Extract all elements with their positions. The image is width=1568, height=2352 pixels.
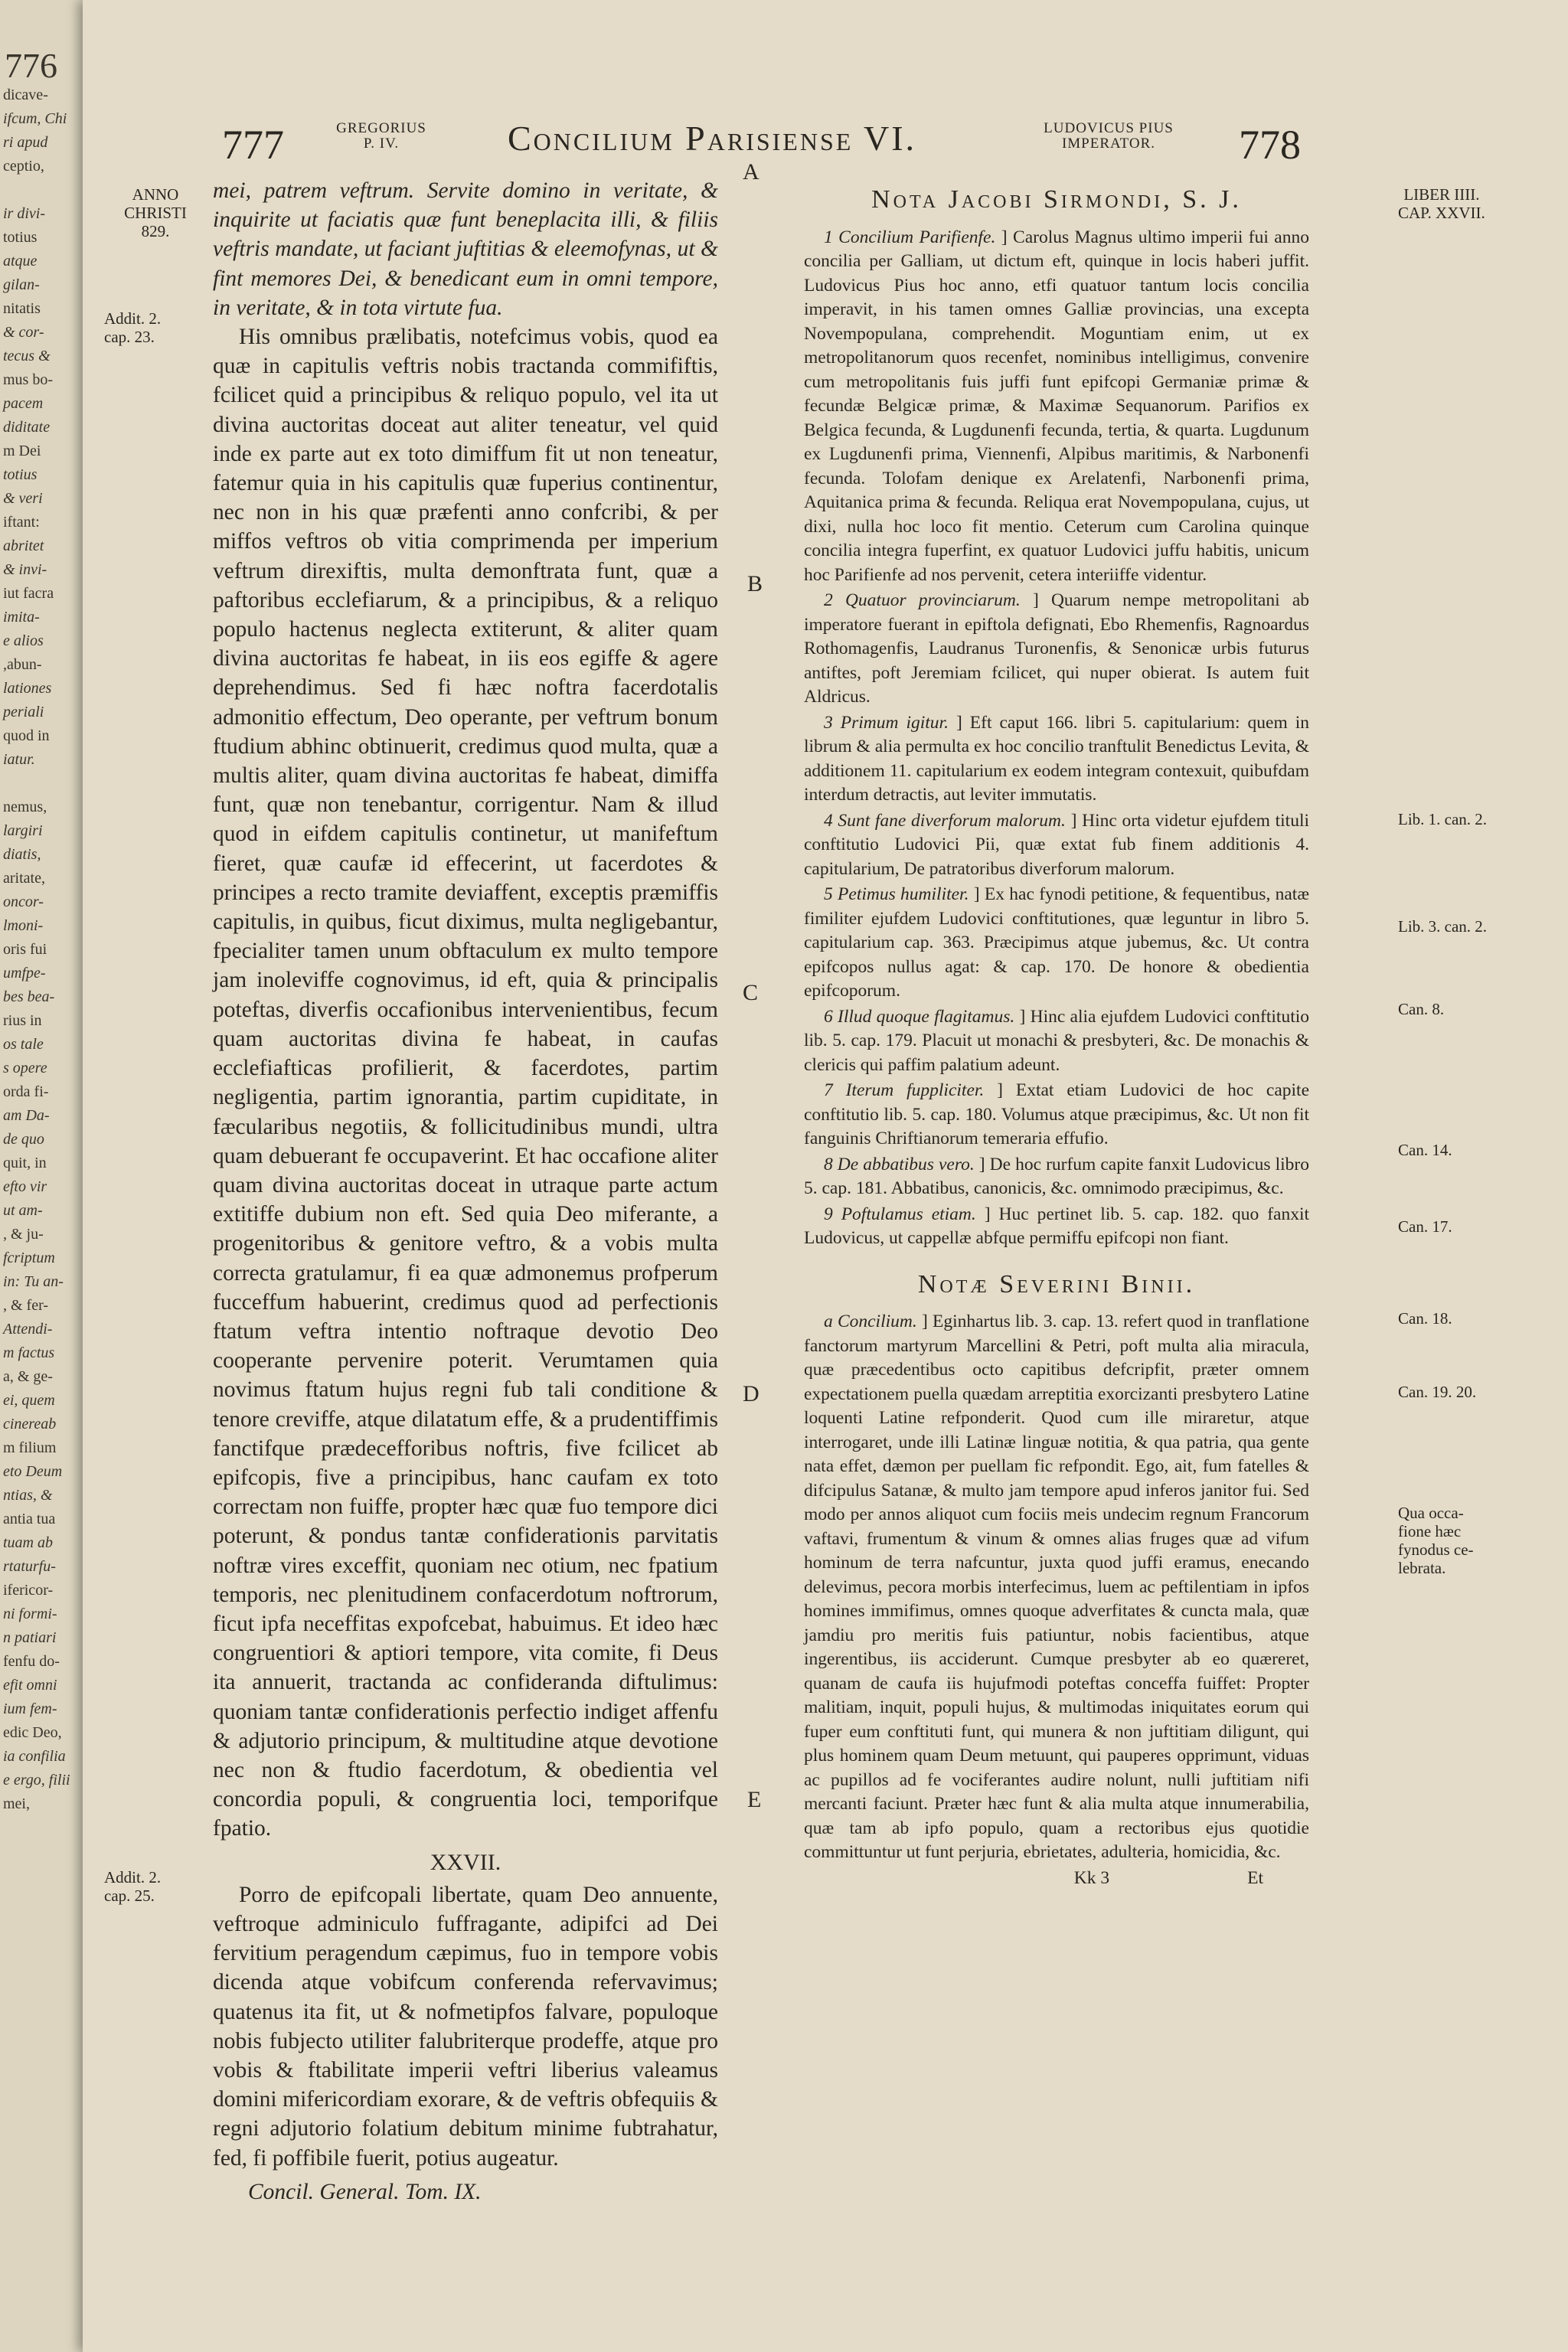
note-1-text: ] Carolus Magnus ultimo imperii fui anno concilia per Galliam, ut dictum eft, quinque in locis haberi juffit. Ludovicus Pius hoc anno, etfi quatuor tantum locis concilia imperavit, in his tamen omnes Galliæ provincias, una excepta Novempopulana, comprehendit. Moguntiam enim, ut ex metropolitanorum quos recenfet, nominibus intelligimus, convenire cum metropolitanis fuis juffi funt epifcopi Germaniæ primæ & fecundæ Belgicæ primæ, & Maximæ Sequanorum. Parifios ex Belgica fecunda, & Lugdunenfi fecunda, tertia, & quarta. Lugdunum ex Lugdunenfi prima, Viennenfi, Alpibus maritimis, & Narbonenfi fecunda. Tolofam denique ex Arelatenfi, Narbonenfi prima, Aquitanica prima & fecunda. Reliqua erat Novempopulana, cujus, ut dixi, nulla hoc loco fit mentio. Ceterum cum Carolina quinque concilia integra fuperfint, ex quatuor Ludovici juffu habitis, unicum hoc Parifienfe ad nos pervenit, cetera interiiffe videntur. (804, 227, 1309, 585)
facing-page-fragment: dicave- (3, 87, 48, 103)
facing-page-fragment: rius in (3, 1012, 42, 1029)
notes-heading-sirmondi: Nota Jacobi Sirmondi, S. J. (871, 185, 1242, 214)
margin-ref-4: Can. 14. (1398, 1141, 1452, 1159)
note-a-text: ] Eginhartus lib. 3. cap. 13. refert quod in tranflatione fanctorum martyrum Marcellini & Petri, poft multa alia miracula, quæ præcedentibus octo capitibus defcripfit, præter omnem expectationem puella quædam arreptitia exorcizanti presbytero Latine loquenti Latine refponderit. Quod cum ille miraretur, atque interrogaret, unde illi Latinæ linguæ notitia, & qua patria, qua gente nata effet, dæmon per puellam fic refpondit. Ego, ait, fum fatelles & difcipulus Satanæ, & multo jam tempore apud inferos janitor fui. Sed modo per annos aliquot cum fociis meis undecim regnum Francorum vaftavi, frumentum & vinum & omnes alias fruges quæ ad vifum hominum de terra nafcuntur, juxta quod juffi eramus, enecando delevimus, pecora morbis interfecimus, luem ac peftilentiam in ipfos homines immifimus, omnes quoque adverfitates & cuncta mala, quæ jamdiu pro meritis fuis patiuntur, nobis facientibus, atque ingerentibus, iis acciderunt. Cumque presbyter ab eo quæreret, quanam de caufa iis hujufmodi poteftas conceffa fuiffet: Propter malitiam, inquit, populi hujus, & multimodas iniquitates eorum qui fuper eum conftituti funt, qui munera & non juftitiam diligunt, qui plus hominem quam Deum metuunt, qui pauperes opprimunt, viduas ac pupillos ad fe vociferantes audire nolunt, nulli juftitiam nifi mercanti faciunt. Præter hæc funt & alia multa atque innumerabilia, quæ tam ab ipfo populo, quam a rectoribus ejus quotidie committuntur ut funt perjuria, ebrietates, adulteria, homicidia, &c. (804, 1312, 1310, 1862)
facing-page-fragment: a, & ge- (3, 1368, 53, 1385)
margin-addit-note-2 (104, 1868, 161, 1905)
facing-page-fragment: antia tua (3, 1511, 56, 1527)
facing-page-fragment: ut am- (3, 1202, 43, 1219)
facing-page-fragment: quod in (3, 727, 50, 744)
note-a (804, 1310, 1309, 1865)
facing-page-fragment: tuam ab (3, 1534, 53, 1551)
section-marker-e: E (747, 1787, 762, 1812)
note-5-lemma: 5 Petimus humiliter. (824, 884, 969, 904)
facing-page-fragment: , & ju- (3, 1226, 44, 1243)
facing-page-fragment: am Da- (3, 1107, 50, 1124)
facing-page-fragment: abritet (3, 537, 44, 554)
catchword: Et (1247, 1867, 1263, 1888)
facing-page-fragment: eto Deum (3, 1463, 63, 1480)
facing-page-fragment: & invi- (3, 561, 47, 578)
main-paragraph-2: Porro de epifcopali libertate, quam Deo annuente, veftroque adminiculo fuffragante, adipifci ad Dei fervitium peragendum cæpimus, fuo in tempore vobis dicenda atque vobifcum conferenda refervavimus; quatenus ita fit, ut & nofmetipfos falvare, populoque nobis fubjecto utiliter falubriterque prodeffe, atque pro vobis & ftabilitate imperii veftri liberius valeamus domini mifericordiam exorare, & de veftris obfequiis & regni adjutorio folatium debitum minime fubtrahatur, fed, fi poffibile fuerit, potius augeatur. (213, 1882, 718, 2171)
note-5-text: ] Ex hac fynodi petitione, & fequentibus, natæ fimiliter ejufdem Ludovici conftitutiones, quæ leguntur in libro 5. capitularium cap. 363. Præcipimus atque jubemus, &c. Ut contra epifcopos nullus agat: & cap. 170. De honore & obedientia epifcoporum. (804, 884, 1309, 1001)
facing-page-fragment: lationes (3, 680, 52, 697)
note-7-text: ] Extat etiam Ludovici de hoc capite conftitutio lib. 5. cap. 180. Volumus atque præcipimus, &c. Ut non fit fanguinis Chriftianorum temeraria effufio. (804, 1080, 1310, 1148)
occasion-line4: lebrata. (1398, 1559, 1446, 1577)
facing-page-fragment: rtaturfu- (3, 1558, 56, 1575)
anno-line2: CHRISTI (124, 204, 187, 222)
facing-page-fragment: edic Deo, (3, 1724, 62, 1741)
section-marker-a: A (743, 159, 760, 185)
facing-page-fragment: diatis, (3, 846, 41, 863)
book-page (83, 0, 1568, 2352)
facing-page-fragment: , & fer- (3, 1297, 49, 1314)
facing-page-fragment: m filium (3, 1439, 57, 1456)
signature-mark: Kk 3 (1073, 1867, 1110, 1888)
facing-page-fragment: totius (3, 229, 38, 246)
margin-addit-note-1 (104, 309, 161, 346)
note-2 (804, 589, 1309, 710)
volume-footer: Concil. General. Tom. IX. (248, 2179, 482, 2204)
section-marker-d: D (743, 1381, 760, 1406)
facing-page-fragment: ir divi- (3, 205, 45, 222)
facing-page-fragment: orda fi- (3, 1083, 49, 1100)
note-1 (804, 226, 1309, 588)
cap-line: CAP. XXVII. (1398, 204, 1485, 222)
main-text-column (213, 176, 718, 2207)
facing-page-fragment: iftant: (3, 514, 40, 531)
facing-page-fragment: ntias, & (3, 1487, 53, 1504)
liber-line: LIBER IIII. (1403, 185, 1480, 204)
header-emperor-tag (1032, 121, 1185, 152)
facing-page-fragment: fcriptum (3, 1250, 55, 1266)
facing-page-fragment: ,abun- (3, 656, 42, 673)
occasion-line1: Qua occa- (1398, 1504, 1464, 1522)
page-number-left: 777 (222, 122, 284, 168)
facing-page-fragment: bes bea- (3, 988, 55, 1005)
note-4-lemma: 4 Sunt fane diverforum malorum. (824, 810, 1066, 831)
note-9 (804, 1203, 1309, 1251)
facing-page-fragment: ium fem- (3, 1700, 57, 1717)
facing-page-fragment: quit, in (3, 1155, 47, 1171)
facing-page-fragment: nitatis (3, 300, 41, 317)
note-6-lemma: 6 Illud quoque flagitamus. (824, 1006, 1015, 1027)
facing-page-fragment: oris fui (3, 941, 47, 958)
notes-heading-binii: Notæ Severini Binii. (917, 1269, 1196, 1298)
facing-page-fragment: in: Tu an- (3, 1273, 64, 1290)
facing-page-fragment: ceptio, (3, 158, 44, 175)
note-9-text: ] Huc pertinet lib. 5. cap. 182. quo fanxit Ludovicus, ut cappellæ abfque permiffu epifcopi non fiant. (804, 1204, 1310, 1248)
facing-page-fragment: e ergo, filii (3, 1772, 70, 1788)
facing-page-fragment: efto vir (3, 1178, 47, 1195)
facing-page-fragments (0, 83, 84, 1816)
occasion-line2: fione hæc (1398, 1522, 1462, 1540)
page-title: Concilium Parisiense VI. (508, 119, 917, 158)
facing-page-fragment: aritate, (3, 870, 45, 887)
facing-page-fragment: gilan- (3, 276, 40, 293)
margin-ref-5: Can. 17. (1398, 1217, 1452, 1236)
facing-page-fragment: pacem (3, 395, 44, 412)
facing-page-fragment: & cor- (3, 324, 44, 341)
facing-page-fragment: mei, (3, 1795, 30, 1812)
note-2-text: ] Quarum nempe metropolitani ab imperatore fuerant in epiftola defignati, Ebo Rhemenfis, Ragnoardus Rothomagenfis, Laudranus Turonenfis, & Senonicæ urbis futurus antiftes, poft Jeremiam fcilicet, qui nuper obierat. Is autem fuit Aldricus. (804, 590, 1309, 707)
occasion-line3: fynodus ce- (1398, 1540, 1474, 1559)
note-7 (804, 1079, 1309, 1152)
note-6-text: ] Hinc alia ejufdem Ludovici conftitutio lib. 5. cap. 179. Placuit ut monachi & presbyteri, &c. De monachis & clericis qui paffim palatium adeunt. (804, 1006, 1310, 1075)
margin-ref-1: Lib. 1. can. 2. (1398, 810, 1488, 828)
notes-column (804, 185, 1310, 1890)
note-9-lemma: 9 Poftulamus etiam. (824, 1204, 976, 1224)
margin-ref-2: Lib. 3. can. 2. (1398, 917, 1488, 936)
note-3-text: ] Eft caput 166. libri 5. capitularium: quem in librum & alia permulta ex hoc concilio tranftulit Benedictus Levita, & additionem 11. capitularium ex eodem integram contexuit, quibufdam interdum detractis, aut leviter immutatis. (804, 712, 1310, 805)
anno-year: 829. (141, 222, 170, 240)
facing-page-fragment: periali (3, 704, 44, 720)
facing-page-fragment: atque (3, 253, 38, 270)
facing-page-fragment: ifericor- (3, 1582, 54, 1599)
facing-page-fragment: n patiari (3, 1629, 57, 1646)
facing-page-fragment: ia confilia (3, 1748, 66, 1765)
running-header (83, 115, 1568, 176)
facing-page-fragment: iut facra (3, 585, 54, 602)
note-8-text: ] De hoc rurfum capite fanxit Ludovicus libro 5. cap. 181. Abbatibus, canonicis, &c. omnimodo præcipimus, &c. (804, 1154, 1310, 1198)
facing-page-fragment: os tale (3, 1036, 44, 1053)
note-3-lemma: 3 Primum igitur. (824, 712, 949, 733)
facing-page-fragment (0, 178, 84, 202)
facing-page-fragment: ifcum, Chi (3, 110, 67, 127)
facing-page-fragment: e alios (3, 632, 44, 649)
facing-page-fragment: m factus (3, 1344, 55, 1361)
facing-page-fragment: ni formi- (3, 1606, 57, 1622)
addit1-line2: cap. 23. (104, 328, 155, 346)
margin-ref-6: Can. 18. (1398, 1309, 1452, 1328)
note-5 (804, 883, 1309, 1004)
margin-ref-7: Can. 19. 20. (1398, 1383, 1477, 1401)
facing-page-fragment: iatur. (3, 751, 35, 768)
addit2-line1: Addit. 2. (104, 1868, 162, 1886)
page-bottom-line (804, 1867, 1309, 1891)
note-7-lemma: 7 Iterum fuppliciter. (824, 1080, 985, 1100)
note-4-text: ] Hinc orta videtur ejufdem tituli conftitutio Ludovici Pii, quæ extat fub finem additionis 4. capitularium, De patratoribus diverforum malorum. (804, 810, 1310, 879)
facing-page-fragment: diditate (3, 419, 51, 436)
note-2-lemma: 2 Quatuor provinciarum. (824, 590, 1021, 610)
main-paragraph-1: His omnibus prælibatis, notefcimus vobis, quod ea quæ in capitulis veftris nobis tractanda commififtis, fcilicet quid a principibus & reliquo populo, vel ita ut divina auctoritas doceat aut aliter teneatur, vel quid inde ex parte aut ex toto dimiffum fit ut non teneatur, fatemur quia in his capitulis quæ fuperius continentur, nec non in his quæ præfenti anno confcribi, & per miffos veftros ob vitia comprimenda per imperium veftrum direxiftis, multa demonftrata funt, quæ a paftoribus ecclefiarum, & a principibus, & a reliquo populo hactenus neglecta extiterunt, & aliter quam divina auctoritas fe habeat, in iis eos egiffe & agere deprehendimus. Sed fi hæc noftra facerdotalis admonitio effectum, Deo operante, per veftrum bonum ftudium abhinc obtinuerit, credimus quod multa, quæ a multis aliter, quam divina auctoritas fe habeat, dimiffa funt, quæ non tenebantur, corrigentur. Nam & illud quod in eifdem capitulis continetur, ut manifeftum fieret, quæ caufæ id effecerint, ut facerdotes & principes a recto tramite deviaffent, exceptis præmiffis capitulis, in quibus, ficut diximus, multa negligebantur, fpecialiter tamen unum obftaculum ex multo tempore jam inoleviffe cognovimus, id eft, quia & principalis poteftas, diverfis occafionibus intervenientibus, fecum quam auctoritas divina fe habeat, in caufas ecclefiafticas profilierit, & facerdotes, partim negligentia, partim ignorantia, partim cupiditate, in fæcularibus negotiis, & follicitudinibus mundi, ultra quam debuerant fe occupaverint. Et hac occafione aliter quam divina auctoritas doceat in utraque parte actum extitiffe dubium non eft. Sed quia Deo miferante, a progenitoribus & genitore veftro, & a vobis multa correcta gratulamur, fi ea quæ admonemus profperum fucceffum habuerint, credimus quod ad perfectionis ftatum veftra intentio noftraque devotio Deo cooperante pervenire poterit. Verumtamen quia novimus ftatum hujus regni fub tali conditione & tenore creviffe, atque dilatatum effe, & a prudentiffimis fanctifque prædecefforibus noftris, five fcilicet ab epifcopis, five a principibus, hanc caufam ex toto correctam non fuiffe, propter hæc quæ fuo tempore dici poterunt, & pondus tantæ confiderationis parvitatis noftræ vires exceffit, quoniam nec otium, nec fpatium temporis, nec plenitudinem confacerdotum noftrorum, ficut ipfa neceffitas expofcebat, habuimus. Et ideo hæc congruentiori & aptiori tempore, vita comite, fi Deus ita annuerit, tractanda ac confideranda diftulimus: quoniam tantæ confiderationis perfectio indiget affenfu & adjutorio principum, & multitudine atque devotione nec non & ftudio facerdotum, & obedientia vel concordia populi, & congruentia loci, temporifque fpatio. (213, 325, 718, 1841)
header-pope-line2: P. IV. (363, 136, 400, 152)
header-pope-line1: GREGORIUS (336, 120, 426, 136)
facing-page-fragment: tecus & (3, 348, 51, 364)
header-emperor-line1: LUDOVICUS PIUS (1044, 120, 1174, 136)
facing-page-fragment: ri apud (3, 134, 48, 151)
facing-page-fragment: largiri (3, 822, 43, 839)
facing-page-fragment (0, 772, 84, 795)
facing-page-fragment: nemus, (3, 799, 47, 815)
note-8 (804, 1153, 1309, 1201)
note-3 (804, 711, 1309, 808)
page-number-right: 778 (1239, 122, 1301, 168)
margin-occasion-note (1398, 1504, 1474, 1577)
section-marker-b: B (747, 571, 763, 596)
anno-christi-note (98, 185, 213, 240)
margin-ref-3: Can. 8. (1398, 1000, 1445, 1018)
facing-page-fragment: & veri (3, 490, 43, 507)
facing-page-fragment: umfpe- (3, 965, 46, 982)
liber-cap-note (1398, 185, 1485, 222)
section-marker-c: C (743, 980, 759, 1005)
note-4 (804, 809, 1309, 882)
note-8-lemma: 8 De abbatibus vero. (824, 1154, 975, 1174)
facing-page-number: 776 (5, 46, 57, 85)
note-6 (804, 1005, 1309, 1078)
facing-page-fragment: lmoni- (3, 917, 44, 934)
facing-page-fragment: imita- (3, 609, 40, 626)
note-a-lemma: a Concilium. (824, 1312, 917, 1331)
intro-paragraph: mei, patrem veftrum. Servite domino in veritate, & inquirite ut faciatis quæ funt beneplacita illi, & filiis veftris mandate, ut faciant juftitias & eleemofynas, ut & fint memores Dei, & benedicant eum in omni tempore, in veritate, & in tota virtute fua. (213, 178, 718, 320)
facing-page-fragment: totius (3, 466, 38, 483)
anno-line1: ANNO (132, 185, 179, 204)
addit2-line2: cap. 25. (104, 1886, 155, 1905)
facing-page-fragment: Attendi- (3, 1321, 53, 1338)
header-emperor-line2: IMPERATOR. (1061, 136, 1156, 152)
facing-page-fragment: fenfu do- (3, 1653, 60, 1670)
facing-page-fragment: efit omni (3, 1677, 57, 1694)
facing-page-fragment: mus bo- (3, 371, 53, 388)
header-pope-tag (335, 121, 427, 152)
facing-page-strip (0, 0, 86, 2352)
facing-page-fragment: ei, quem (3, 1392, 55, 1409)
facing-page-fragment: s opere (3, 1060, 47, 1076)
note-1-lemma: 1 Concilium Parifienfe. (824, 227, 996, 247)
addit1-line1: Addit. 2. (104, 309, 162, 328)
facing-page-fragment: de quo (3, 1131, 44, 1148)
section-heading: XXVII. (430, 1849, 501, 1875)
facing-page-fragment: m Dei (3, 443, 41, 459)
facing-page-fragment: cinereab (3, 1416, 57, 1432)
facing-page-fragment: oncor- (3, 893, 44, 910)
